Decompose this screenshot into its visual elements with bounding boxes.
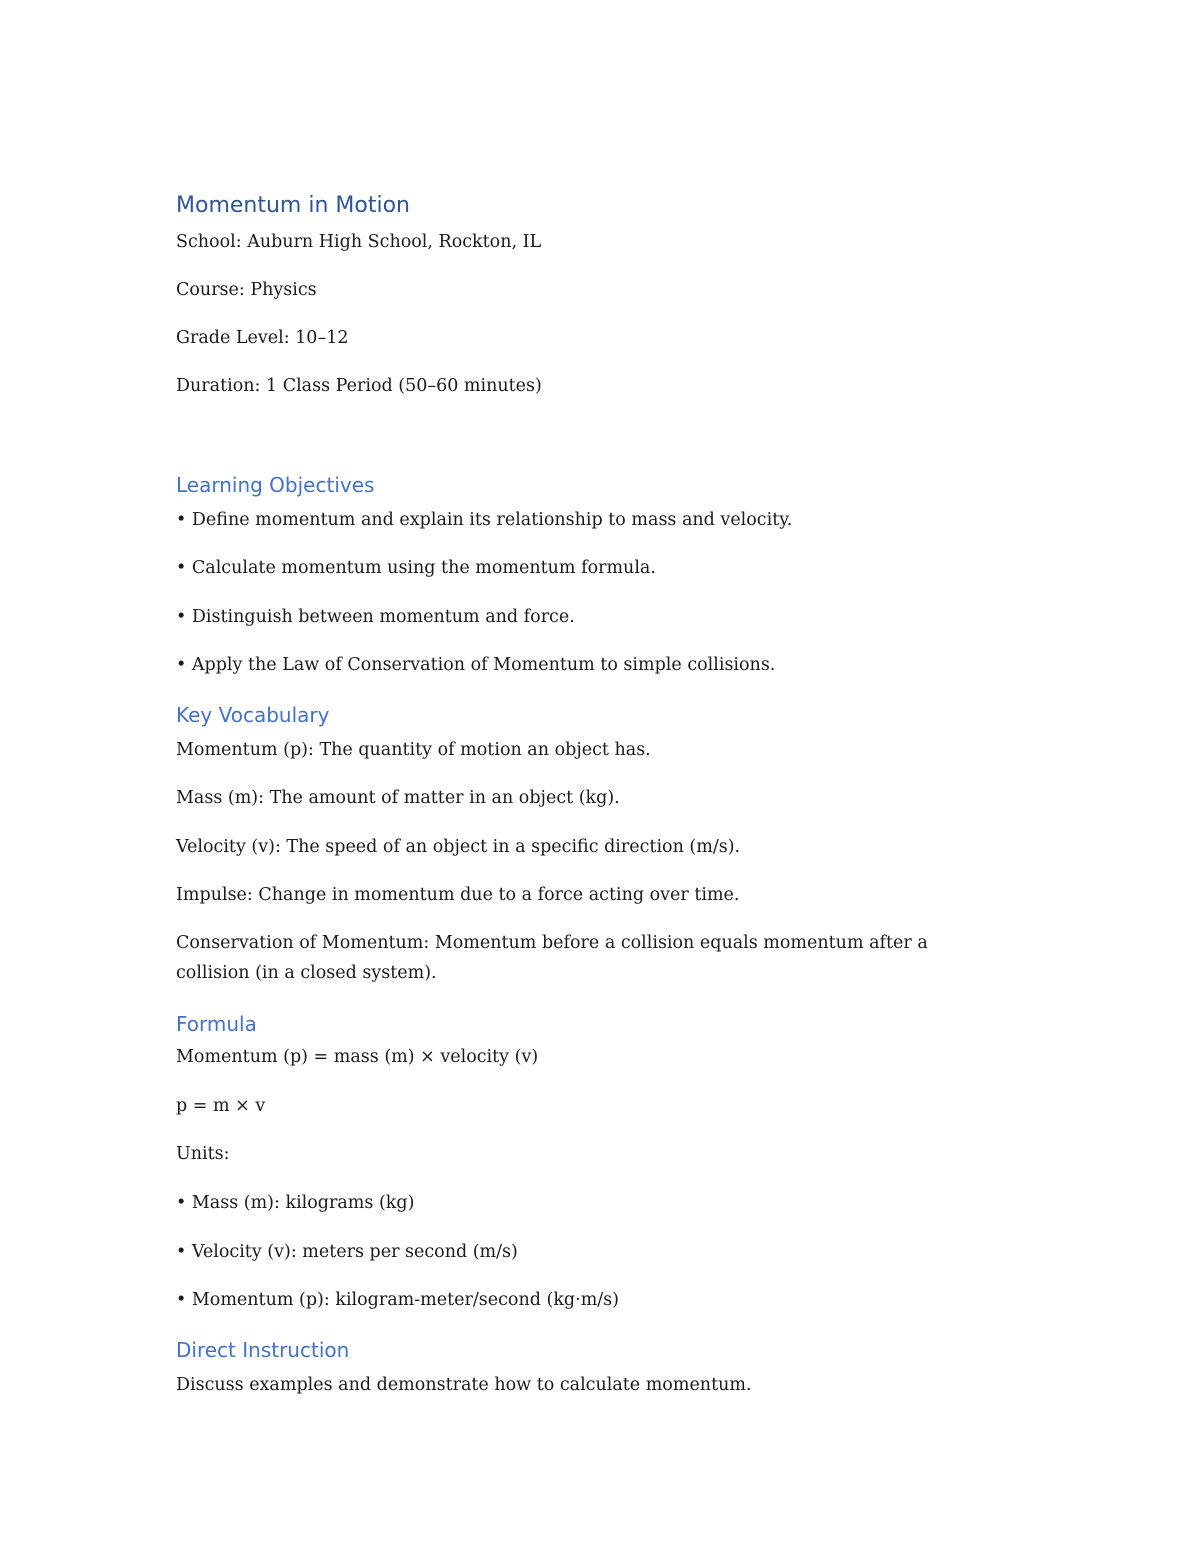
units-label: Units: (176, 1144, 230, 1164)
grade-level-line: Grade Level: 10–12 (176, 328, 349, 348)
vocabulary-item: Impulse: Change in momentum due to a force acting over time. (176, 885, 740, 905)
objective-item: • Distinguish between momentum and force. (176, 607, 575, 627)
duration-line: Duration: 1 Class Period (50–60 minutes) (176, 376, 542, 396)
formula-short-line: p = m × v (176, 1096, 266, 1116)
formula-heading: Formula (176, 1012, 257, 1036)
objective-item: • Apply the Law of Conservation of Momentum to simple collisions. (176, 655, 776, 675)
unit-item: • Velocity (v): meters per second (m/s) (176, 1242, 518, 1262)
instruction-text: Discuss examples and demonstrate how to calculate momentum. (176, 1375, 752, 1395)
vocabulary-item: Velocity (v): The speed of an object in a specific direction (m/s). (176, 837, 741, 857)
vocabulary-item: Mass (m): The amount of matter in an object (kg). (176, 788, 620, 808)
school-line: School: Auburn High School, Rockton, IL (176, 232, 542, 252)
objective-item: • Define momentum and explain its relationship to mass and velocity. (176, 510, 793, 530)
objectives-heading: Learning Objectives (176, 473, 375, 497)
vocabulary-heading: Key Vocabulary (176, 703, 330, 727)
formula-line: Momentum (p) = mass (m) × velocity (v) (176, 1047, 539, 1067)
instruction-heading: Direct Instruction (176, 1338, 350, 1362)
objective-item: • Calculate momentum using the momentum formula. (176, 558, 656, 578)
page-title: Momentum in Motion (176, 193, 410, 218)
unit-item: • Momentum (p): kilogram-meter/second (kg·m/s) (176, 1290, 619, 1310)
course-line: Course: Physics (176, 280, 317, 300)
vocabulary-item: Conservation of Momentum: Momentum before a collision equals momentum after a collision (in a closed system). (176, 933, 928, 983)
unit-item: • Mass (m): kilograms (kg) (176, 1193, 415, 1213)
vocabulary-item: Momentum (p): The quantity of motion an object has. (176, 740, 651, 760)
